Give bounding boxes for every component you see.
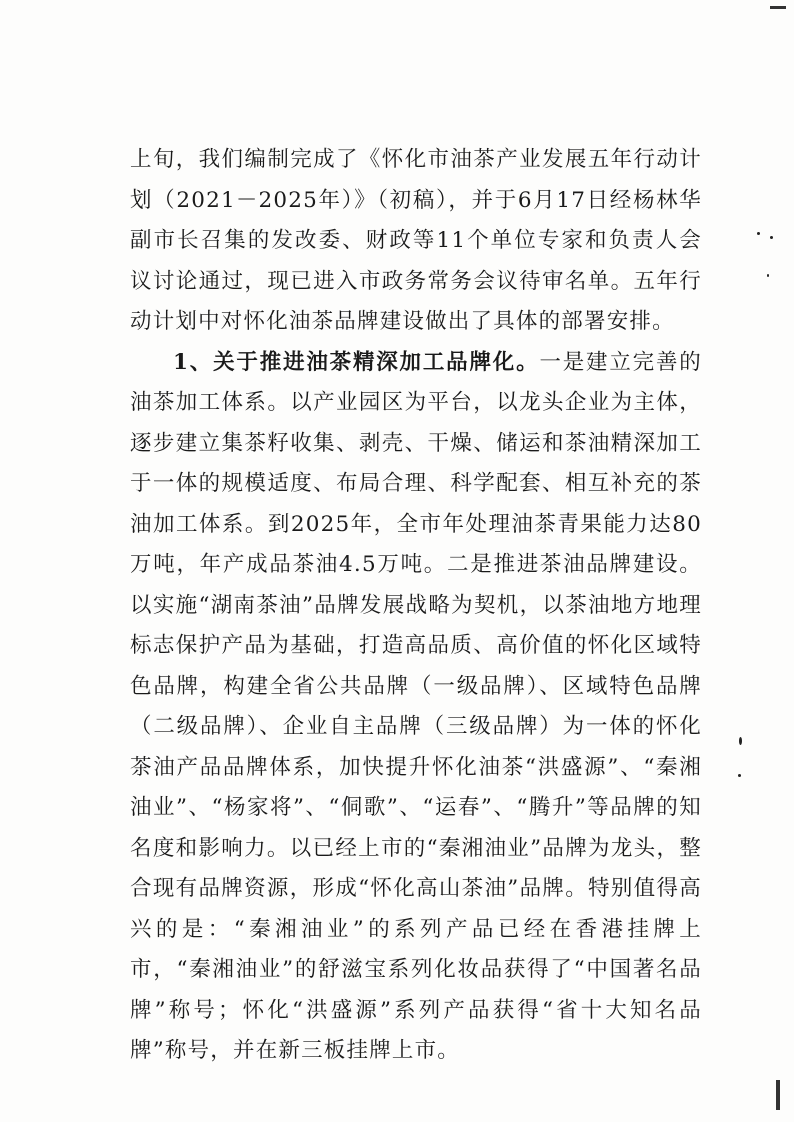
paragraph-section-1 [130,343,702,1072]
scan-speck [770,236,773,239]
scan-edge-mark [770,6,786,9]
section-body: 一是建立完善的油茶加工体系。以产业园区为平台，以龙头企业为主体，逐步建立集茶籽收集、剥壳、干燥、储运和茶油精深加工于一体的规模适度、布局合理、科学配套、相互补充的茶油加工体系。到2025年，全市年处理油茶青果能力达80万吨，年产成品茶油4.5万吨。二是推进茶油品牌建设。以实施“湖南茶油”品牌发展战略为契机，以茶油地方地理标志保护产品为基础，打造高品质、高价值的怀化区域特色品牌，构建全省公共品牌（一级品牌）、区域特色品牌（二级品牌）、企业自主品牌（三级品牌）为一体的怀化茶油产品品牌体系，加快提升怀化油茶“洪盛源”、“秦湘油业”、“杨家将”、“侗歌”、“运春”、“腾升”等品牌的知名度和影响力。以已经上市的“秦湘油业”品牌为龙头，整合现有品牌资源，形成“怀化高山茶油”品牌。特别值得高兴的是：“秦湘油业”的系列产品已经在香港挂牌上市，“秦湘油业”的舒滋宝系列化妆品获得了“中国著名品牌”称号；怀化“洪盛源”系列产品获得“省十大知名品牌”称号，并在新三板挂牌上市。 [130,349,702,1063]
scan-speck [767,274,769,277]
document-body [130,140,702,1072]
scan-speck [738,774,741,777]
section-heading: 1、关于推进油茶精深加工品牌化。 [173,349,540,375]
scan-speck [739,737,742,745]
scan-edge-mark [776,1080,780,1110]
scan-speck [757,232,760,235]
paragraph-intro: 上旬，我们编制完成了《怀化市油茶产业发展五年行动计划（2021－2025年）》（初稿），并于6月17日经杨林华副市长召集的发改委、财政等11个单位专家和负责人会议讨论通过，现已进入市政务常务会议待审名单。五年行动计划中对怀化油茶品牌建设做出了具体的部署安排。 [130,147,702,334]
